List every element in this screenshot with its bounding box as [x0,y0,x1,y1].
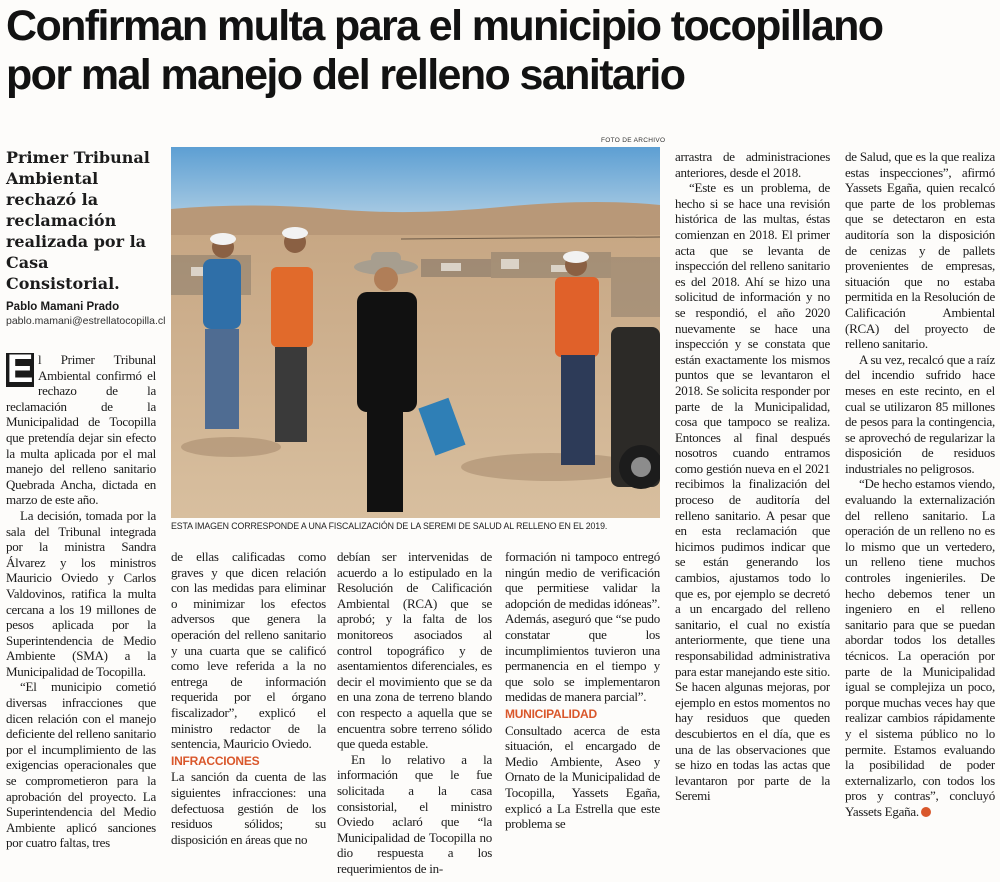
column-4 [505,549,660,882]
paragraph-7: En lo relativo a la información que le fue solicitada a la casa consistorial, el ministro Oviedo aclaró que “la Municipalidad de Tocopilla no dio respuesta a los requerimientos de in- [337,751,492,876]
paragraph-8: formación ni tampoco entregó ningún medio de verificación que permitiese validar la adopción de medidas idóneas”. Además, aseguró que “se pudo constatar que los incumplimientos tuvieron una permanencia en el tiempo y que solo se implementaron medidas de manera parcial”. [505,549,660,705]
drop-cap: E [6,352,34,391]
paragraph-2: La decisión, tomada por la sala del Tribunal integrada por la ministra Sandra Álvarez y los ministros Mauricio Oviedo y Carlos Valdovinos, ratifica la multa cercana a los 19 millones de pesos aplicada por la Superintendencia de Medio Ambiente (SMA) a la Municipalidad de Tocopilla. [6,507,156,679]
headline [6,2,996,100]
photo-credit: FOTO DE ARCHIVO [601,137,666,144]
photo-caption: ESTA IMAGEN CORRESPONDE A UNA FISCALIZACIÓN DE LA SEREMI DE SALUD AL RELLENO EN EL 2019. [171,521,608,531]
paragraph-4: de ellas calificadas como graves y que dicen relación con las medidas para eliminar o minimizar los efectos adversos que genera la operación del relleno sanitario y una cuarta que se calificó como leve referida a la no entrega de información requerida por el órgano fiscalizador”, explicó el ministro redactor de la sentencia, Mauricio Oviedo. [171,549,326,752]
landfill-inspection-image [171,147,660,518]
paragraph-11: “Este es un problema, de hecho si se hace una revisión histórica de las multas, éstas comienzan en 2018. El primer acta que se levanta de inspección del relleno sanitario es del 2018. Ahí se hizo una solicitud de información y no se respondió, el año 2020 nuevamente se hace una inspección y se constata que están exactamente los mismos puntos que se levantaron el 2018. Se solicita responder por parte de la Municipalidad, cosa que tampoco se realiza. Entonces al final después nosotros cuando entramos como gestión nueva en el 2021 recibimos la finalización del proceso de auditoría del relleno sanitario. A pesar que en esta reclamación que hicimos pudimos indicar que se están generando los cambios, ajustamos todo lo que es, por ejemplo se decretó a un encargado del relleno sanitario, el cual no existía anteriormente, que tiene una responsabilidad administrativa para estar manejando este sitio. Se hacen algunas mejoras, por ejemplo en estos momentos no hay residuos que queden descubiertos en el día, que es una de las observaciones que se hizo en todas las actas que levantaron por parte de la Seremi [675,180,830,804]
column-2 [171,549,326,882]
article-deck: Primer Tribunal Ambiental rechazó la reclamación realizada por la Casa Consistorial. [6,148,150,293]
subheading-infracciones: INFRACCIONES [171,753,260,768]
byline [6,300,166,328]
paragraph-5: La sanción da cuenta de las siguientes infracciones: una defectuosa gestión de los residuos sólidos; su disposición en áreas que no [171,769,326,847]
author-name: Pablo Mamani Prado [6,301,120,313]
column-5 [675,149,830,882]
paragraph-3: “El municipio cometió diversas infracciones que dicen relación con el manejo deficiente del relleno sanitario por el incumplimiento de las exigencias operacionales que se comprometieron para la aprobación del proyecto. La Superintendencia del Medio Ambiente aplicó sanciones por cuatro faltas, tres [6,679,156,851]
paragraph-9: Consultado acerca de esta situación, el encargado de Medio Ambiente, Aseo y Ornato de la Municipalidad de Tocopilla, Yassets Egaña, explicó a La Estrella que este problema se [505,722,660,832]
column-6 [845,149,995,882]
paragraph-12: de Salud, que es la que realiza estas inspecciones”, afirmó Yassets Egaña, quien recalcó que parte de los problemas que se detectaron en esta auditoría son la disposición de cenizas y de pallets provenientes de empresas, situación que no estaba permitida en la Resolución de Calificación Ambiental (RCA) del proyecto de relleno sanitario. [845,149,995,352]
headline-line-1: Confirman multa para el municipio tocopillano [6,2,883,50]
headline-line-2: por mal manejo del relleno sanitario [6,51,685,99]
paragraph-13: A su vez, recalcó que a raíz del incendio sufrido hace meses en este recinto, en el cual se utilizaron 85 millones de pesos para la contingencia, se aprovechó de regularizar la disposición de residuos industriales no peligrosos. [845,351,995,476]
subheading-municipalidad: MUNICIPALIDAD [505,706,597,721]
author-email[interactable]: pablo.mamani@estrellatocopilla.cl [6,315,166,327]
paragraph-6: debían ser intervenidas de acuerdo a lo estipulado en la Resolución de Calificación Ambiental (RCA) que se aprobó; y la falta de los monitoreos asociados al control topográfico y de asentamientos diferenciales, es decir el movimiento que se da en una zona de terreno blando con respecto a aquella que se encuentra sobre terreno sólido que queda estable. [337,549,492,752]
end-mark-icon [921,807,931,817]
paragraph-14: “De hecho estamos viendo, evaluando la externalización del relleno sanitario. La operación de un relleno no es lo mismo que un vertedero, un relleno tiene muchos controles ingenieriles. De hecho debemos tener un ingeniero en el relleno sanitario para que se puedan abordar todos los detalles técnicos. La operación por parte de la Municipalidad igual se complejiza un poco, porque muchas veces hay que realizar cambios rápidamente y el sistema público no lo permite. Estamos evaluando la posibilidad de poder externalizarlo, con todos los pros y contras”, concluyó Yassets Egaña. [845,476,995,819]
article-photo [171,147,660,518]
paragraph-1: E l Primer Tribunal Ambiental confirmó el rechazo de la reclamación de la Municipalidad de Tocopilla que pretendía dejar sin efecto la multa aplicada por el mal manejo del relleno sanitario Quebrada Ancha, dictada en marzo de este año. [6,352,156,508]
column-3 [337,549,492,882]
paragraph-10: arrastra de administraciones anteriores, desde el 2018. [675,149,830,180]
column-1 [6,352,156,882]
